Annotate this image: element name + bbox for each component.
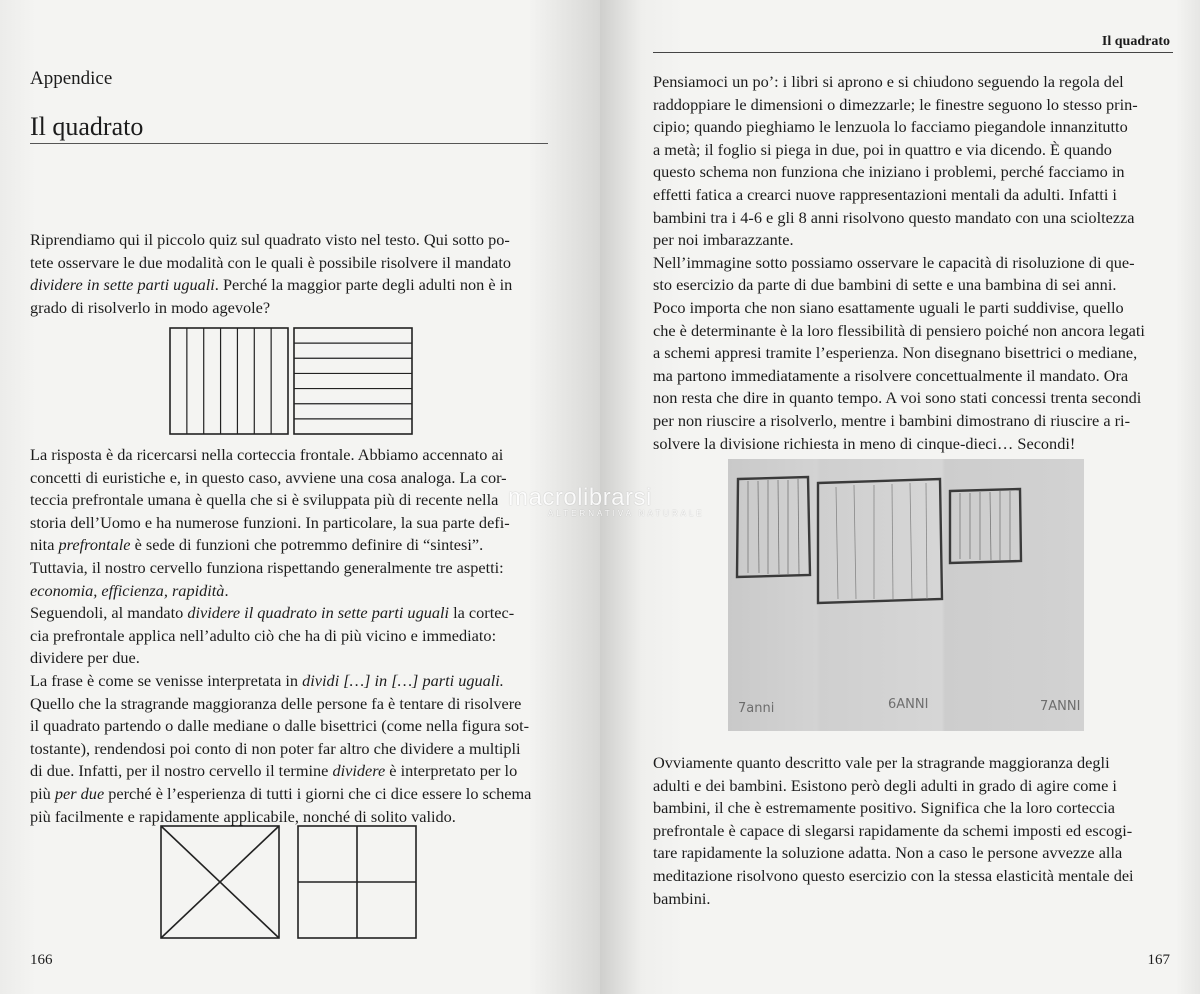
text-line: grado di risolverlo in modo agevole? <box>30 297 271 317</box>
italic-phrase: dividere in sette parti uguali <box>30 275 215 295</box>
horizontal-divided-square <box>294 328 412 434</box>
drawing-caption: 7ANNI <box>1040 699 1081 714</box>
text-line: dividere in sette parti uguali. Perché la maggior parte degli adulti non è in <box>30 275 513 295</box>
vertical-divided-square <box>170 328 288 434</box>
title-rule <box>30 143 548 144</box>
text-line: più facilmente e rapidamente applicabile, nonché di solito valido. <box>30 806 456 826</box>
text-line: raddoppiare le dimensioni o dimezzarle; le finestre seguono lo stesso prin- <box>653 94 1138 114</box>
chapter-title: Il quadrato <box>30 112 144 141</box>
text-line: per non riuscire a risolverlo, mentre i bambini dimostrano di riuscire a ri- <box>653 410 1130 430</box>
head-rule <box>653 52 1173 53</box>
text-line: Seguendoli, al mandato dividere il quadrato in sette parti uguali la cortec- <box>30 603 515 623</box>
drawing-seven-year-old-1 <box>737 477 810 577</box>
text-line: per noi imbarazzante. <box>653 230 794 250</box>
square-outline <box>294 328 412 434</box>
text-line: tete osservare le due modalità con le quali è possibile risolvere il mandato <box>30 252 512 272</box>
text-line: cipio; quando pieghiamo le lenzuola lo facciamo piegandole innanzitutto <box>653 117 1128 137</box>
watermark-brand: macrolibrarsi <box>508 484 652 511</box>
text-line: meditazione risolvono questo esercizio con la stessa elasticità mentale dei <box>653 865 1134 885</box>
square-outline <box>170 328 288 434</box>
text-line: Tuttavia, il nostro cervello funziona rispettando generalmente tre aspetti: <box>30 557 504 577</box>
seven-parts-diagram <box>168 326 414 436</box>
text-line: economia, efficienza, rapidità. <box>30 580 229 600</box>
drawing-caption: 6ANNI <box>888 697 929 712</box>
drawing-caption: 7anni <box>738 701 775 716</box>
text-line: questo schema non funziona che iniziano i problemi, perché facciamo in <box>653 162 1125 182</box>
text-line: La frase è come se venisse interpretata in dividi […] in […] parti uguali. <box>30 670 504 690</box>
text-line: effetti fatica a crearci nuove rappresentazioni mentali da adulti. Infatti i <box>653 184 1117 204</box>
page-number: 166 <box>30 952 53 968</box>
running-head: Il quadrato <box>1101 34 1170 49</box>
drawing-seven-year-old-2 <box>950 489 1021 563</box>
text-line: ma partono immediatamente a risolvere concettualmente il mandato. Ora <box>653 365 1129 385</box>
text-line: a metà; il foglio si piega in due, poi in quattro e via dicendo. È quando <box>653 139 1112 159</box>
text-line: tostante), rendendosi poi conto di non poter far altro che dividere a multipli <box>30 738 521 758</box>
text-line: La risposta è da ricercarsi nella corteccia frontale. Abbiamo accennato ai <box>30 445 504 464</box>
text-line: bambini. <box>653 888 711 908</box>
text-line: Poco importa che non siano esattamente uguali le parti suddivise, quello <box>653 297 1124 317</box>
text-line: prefrontale è capace di slegarsi rapidamente da schemi imposti ed escogi- <box>653 820 1133 840</box>
text-line: bambini, il che è estremamente positivo. Significa che la loro corteccia <box>653 798 1116 818</box>
text-line: bambini tra i 4-6 e gli 8 anni risolvono questo mandato con una scioltezza <box>653 207 1135 227</box>
paragraph-doubling <box>653 71 1171 455</box>
chapter-label: Appendice <box>30 68 113 89</box>
text-line: a schemi appresi tramite l’esperienza. Non disegnano bisettrici o mediane, <box>653 343 1138 363</box>
watermark-logo <box>508 484 705 518</box>
intro-paragraph <box>30 229 548 319</box>
text-line: adulti e dei bambini. Esistono però degli adulti in grado di agire come i <box>653 775 1117 795</box>
text-line: di due. Infatti, per il nostro cervello il termine dividere è interpretato per lo <box>30 761 518 781</box>
medians-square <box>298 826 416 938</box>
text-line: cia prefrontale applica nell’adulto ciò che ha di più vicino e immediato: <box>30 625 497 645</box>
page-number: 167 <box>1147 952 1170 968</box>
text-line: Ovviamente quanto descritto vale per la stragrande maggioranza degli <box>653 753 1110 772</box>
children-drawings-photo <box>728 459 1084 731</box>
text-line: teccia prefrontale umana è quella che si è sviluppata più di recente nella <box>30 490 499 510</box>
paragraph-cortex <box>30 444 548 828</box>
diagonals-square <box>161 826 279 938</box>
drawings-sketch <box>728 459 1084 731</box>
text-line: che è determinante è la loro flessibilità di pensiero poiché non ancora legati <box>653 320 1145 340</box>
text-line: Quello che la stragrande maggioranza delle persone fa è tentare di risolvere <box>30 693 522 713</box>
paragraph-adults <box>653 752 1171 910</box>
drawing-six-year-old <box>818 479 942 603</box>
halving-diagram <box>159 824 419 940</box>
text-line: dividere per due. <box>30 648 140 668</box>
text-line: nita prefrontale è sede di funzioni che potremmo definire di “sintesi”. <box>30 535 484 555</box>
text-line: storia dell’Uomo e ha numerose funzioni. In particolare, la sua parte defi- <box>30 512 510 532</box>
text-line: Riprendiamo qui il piccolo quiz sul quadrato visto nel testo. Qui sotto po- <box>30 230 510 249</box>
text-line: concetti di euristiche e, in questo caso, avviene una cosa analoga. La cor- <box>30 467 507 487</box>
text-line: più per due perché è l’esperienza di tutti i giorni che ci dice essere lo schema <box>30 783 532 803</box>
text-line: tare rapidamente la soluzione adatta. Non a caso le persone avvezze alla <box>653 843 1123 863</box>
text-line: solvere la divisione richiesta in meno di cinque-dieci… Secondi! <box>653 433 1076 453</box>
text-line: Nell’immagine sotto possiamo osservare le capacità di risoluzione di que- <box>653 252 1135 272</box>
text-line: Pensiamoci un po’: i libri si aprono e si chiudono seguendo la regola del <box>653 72 1124 91</box>
text-line: sto esercizio da parte di due bambini di sette e una bambina di sei anni. <box>653 275 1117 295</box>
watermark-tagline: ALTERNATIVA NATURALE <box>548 509 705 518</box>
text-line: il quadrato partendo o dalle mediane o dalle bisettrici (come nella figura sot- <box>30 716 530 736</box>
text-line: non resta che dire in quanto tempo. A voi sono stati concessi trenta secondi <box>653 388 1142 408</box>
